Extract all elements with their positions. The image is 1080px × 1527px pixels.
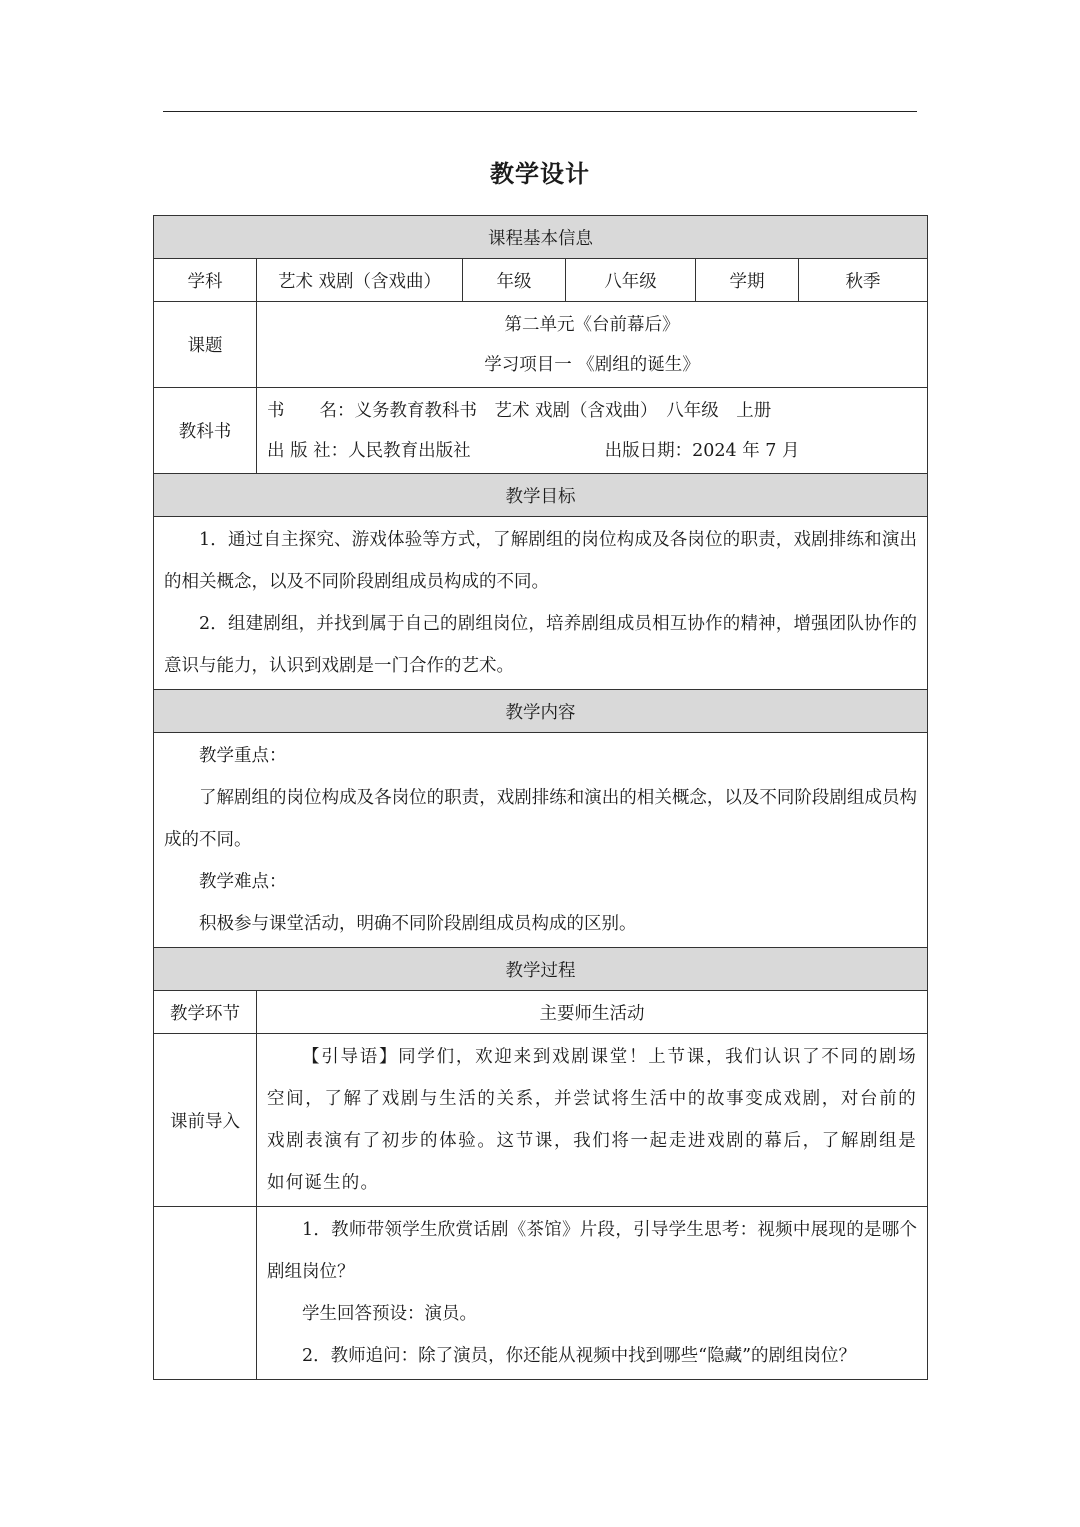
topic-label: 课题 xyxy=(154,302,257,388)
topic-cell xyxy=(257,302,928,388)
topic-line-1: 第二单元《台前幕后》 xyxy=(504,314,680,335)
book-name-value: 义务教育教科书 艺术 戏剧（含戏曲） 八年级 上册 xyxy=(354,400,772,421)
activity-column-header: 主要师生活动 xyxy=(257,991,928,1034)
pub-date-label: 出版日期： xyxy=(604,440,693,461)
difficulty-label: 教学难点： xyxy=(199,872,287,892)
section-header: 课程基本信息 xyxy=(154,216,928,259)
activity-stage-label xyxy=(154,1207,257,1380)
section-basic-info xyxy=(154,216,928,259)
section-goals xyxy=(154,474,928,517)
section-header: 教学目标 xyxy=(154,474,928,517)
key-point-text: 了解剧组的岗位构成及各岗位的职责，戏剧排练和演出的相关概念，以及不同阶段剧组成员构成的不同。 xyxy=(164,788,917,850)
textbook-label: 教科书 xyxy=(154,388,257,474)
content-cell xyxy=(154,733,928,948)
goals-cell xyxy=(154,517,928,690)
grade-value: 八年级 xyxy=(566,259,696,302)
pub-date-value: 2024 年 7 月 xyxy=(692,440,800,461)
stage-column-header: 教学环节 xyxy=(154,991,257,1034)
intro-stage-label: 课前导入 xyxy=(154,1034,257,1207)
intro-row xyxy=(154,1034,928,1207)
publisher-value: 人民教育出版社 xyxy=(348,440,471,461)
activity-step-1-answer: 学生回答预设：演员。 xyxy=(302,1304,477,1324)
activity-step-2: 2．教师追问：除了演员，你还能从视频中找到哪些“隐藏”的剧组岗位？ xyxy=(302,1346,857,1366)
goal-item-1: 1．通过自主探究、游戏体验等方式，了解剧组的岗位构成及各岗位的职责，戏剧排练和演出的相关概念，以及不同阶段剧组成员构成的不同。 xyxy=(164,530,917,592)
subject-value: 艺术 戏剧（含戏曲） xyxy=(257,259,463,302)
header-rule xyxy=(163,111,917,112)
intro-cell xyxy=(257,1034,928,1207)
lesson-plan-table xyxy=(153,215,928,1380)
section-content xyxy=(154,690,928,733)
intro-text: 【引导语】同学们，欢迎来到戏剧课堂！上节课，我们认识了不同的剧场空间，了解了戏剧与生活的关系，并尝试将生活中的故事变成戏剧，对台前的戏剧表演有了初步的体验。这节课，我们将一起走进戏剧的幕后，了解剧组是如何诞生的。 xyxy=(267,1047,917,1193)
section-process xyxy=(154,948,928,991)
goal-item-2: 2．组建剧组，并找到属于自己的剧组岗位，培养剧组成员相互协作的精神，增强团队协作的意识与能力，认识到戏剧是一门合作的艺术。 xyxy=(164,614,917,676)
difficulty-text: 积极参与课堂活动，明确不同阶段剧组成员构成的区别。 xyxy=(199,914,637,934)
book-name-label: 书 名： xyxy=(267,400,355,421)
topic-row xyxy=(154,302,928,388)
subject-label: 学科 xyxy=(154,259,257,302)
textbook-cell xyxy=(257,388,928,474)
activity-step-1: 1．教师带领学生欣赏话剧《茶馆》片段，引导学生思考：视频中展现的是哪个剧组岗位？ xyxy=(267,1220,917,1282)
term-label: 学期 xyxy=(696,259,799,302)
textbook-row xyxy=(154,388,928,474)
section-header: 教学过程 xyxy=(154,948,928,991)
publisher-label: 出 版 社： xyxy=(267,440,349,461)
activity-row xyxy=(154,1207,928,1380)
publisher-line xyxy=(267,431,917,471)
key-point-label: 教学重点： xyxy=(199,746,287,766)
process-header-row xyxy=(154,991,928,1034)
section-header: 教学内容 xyxy=(154,690,928,733)
term-value: 秋季 xyxy=(799,259,928,302)
content-row xyxy=(154,733,928,948)
topic-line-2: 学习项目一 《剧组的诞生》 xyxy=(484,354,700,375)
book-name-line xyxy=(267,391,917,431)
info-row xyxy=(154,259,928,302)
document-title: 教学设计 xyxy=(490,159,590,188)
activity-cell xyxy=(257,1207,928,1380)
grade-label: 年级 xyxy=(463,259,566,302)
goals-row xyxy=(154,517,928,690)
